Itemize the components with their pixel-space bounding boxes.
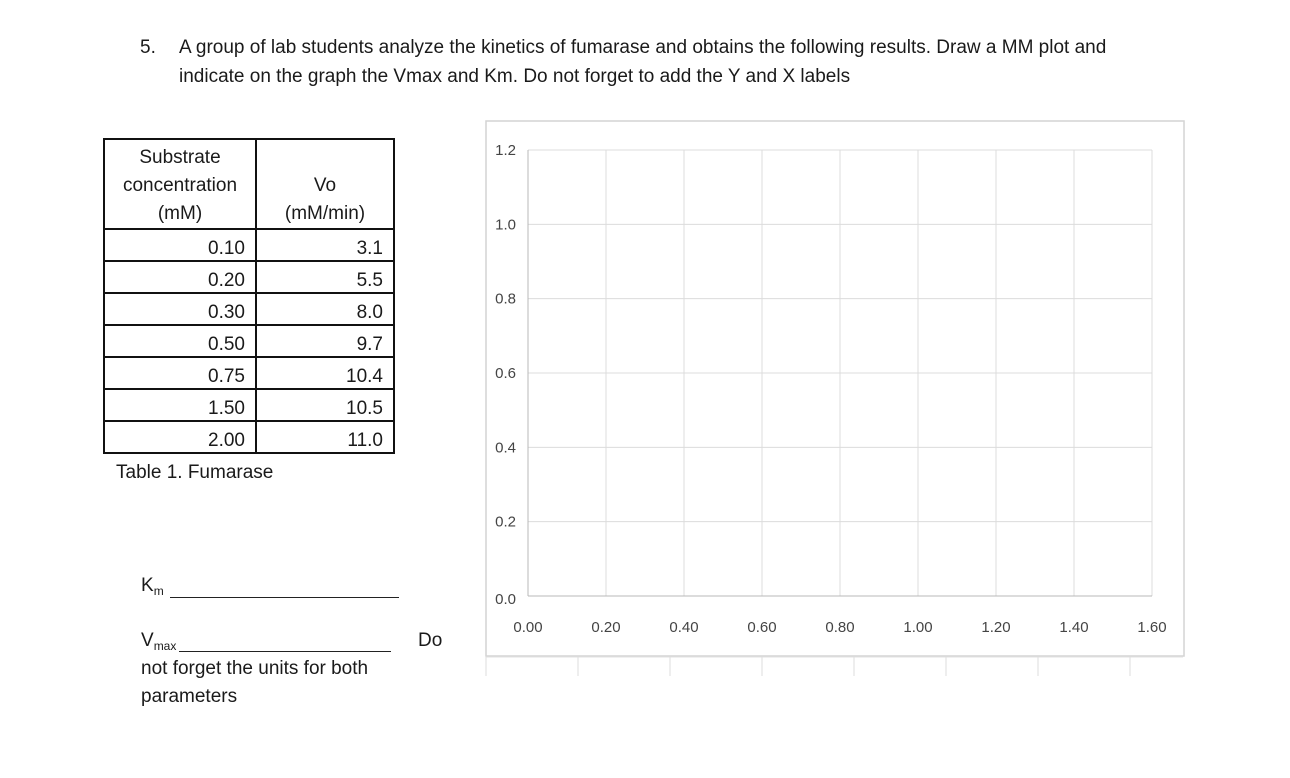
- vmax-letter: V: [141, 630, 154, 651]
- substrate-cell: 0.10: [104, 229, 256, 261]
- x-tick-label: 0.00: [513, 619, 543, 636]
- vmax-answer-blank[interactable]: [179, 651, 391, 652]
- graph-svg: [485, 120, 1185, 680]
- km-subscript: m: [153, 584, 164, 598]
- header-line: (mM): [157, 203, 203, 224]
- fumarase-table: [103, 138, 395, 454]
- km-label: [141, 575, 164, 597]
- header-vo: [256, 139, 394, 229]
- x-tick-label: 1.40: [1059, 619, 1089, 636]
- km-answer-blank[interactable]: [170, 597, 399, 598]
- x-tick-label: 0.40: [669, 619, 699, 636]
- y-tick-label: 0.4: [495, 439, 516, 457]
- header-substrate-concentration: [104, 139, 256, 229]
- y-tick-label: 1.0: [495, 216, 516, 234]
- substrate-cell: 1.50: [104, 389, 256, 421]
- x-tick-label: 0.60: [747, 619, 777, 636]
- y-tick-label: 0.6: [495, 365, 516, 382]
- vo-cell: 5.5: [256, 261, 394, 293]
- question-number: 5.: [140, 37, 156, 58]
- substrate-cell: 0.50: [104, 325, 256, 357]
- table-row: [104, 389, 394, 421]
- table-row: [104, 229, 394, 261]
- y-tick-label: 0.0: [495, 591, 516, 608]
- table-row: [104, 357, 394, 389]
- header-line: Vo: [313, 175, 337, 196]
- x-tick-label: 0.20: [591, 619, 621, 636]
- y-tick-label: 0.8: [495, 290, 516, 308]
- km-letter: K: [141, 575, 154, 596]
- vmax-label: [141, 630, 176, 652]
- do-word: Do: [418, 630, 443, 651]
- vo-cell: 10.5: [256, 389, 394, 421]
- x-tick-label: 0.80: [825, 619, 855, 636]
- units-reminder-line-2: parameters: [141, 686, 238, 707]
- x-tick-label: 1.00: [903, 619, 933, 636]
- vo-cell: 8.0: [256, 293, 394, 325]
- y-tick-label: 0.2: [495, 513, 516, 531]
- substrate-cell: 0.20: [104, 261, 256, 293]
- table-row: [104, 325, 394, 357]
- vo-cell: 3.1: [256, 229, 394, 261]
- y-tick-label: 1.2: [495, 142, 516, 159]
- header-line: Substrate: [139, 147, 221, 168]
- chart-frame: [486, 121, 1184, 656]
- blank-graph: [485, 120, 1185, 680]
- table-row: [104, 421, 394, 453]
- vo-cell: 11.0: [256, 421, 394, 453]
- vo-cell: 10.4: [256, 357, 394, 389]
- substrate-cell: 0.75: [104, 357, 256, 389]
- table-row: [104, 293, 394, 325]
- table-caption: Table 1. Fumarase: [116, 462, 274, 483]
- header-line: concentration: [122, 175, 238, 196]
- vo-cell: 9.7: [256, 325, 394, 357]
- question-text: A group of lab students analyze the kinetics of fumarase and obtains the following results. Draw a MM plot and indicate on the graph the Vmax and Km. Do not forget to add the Y and X labels: [179, 37, 1107, 87]
- units-reminder-line-1: not forget the units for both: [141, 658, 369, 679]
- vmax-subscript: max: [153, 639, 177, 653]
- substrate-cell: 0.30: [104, 293, 256, 325]
- x-tick-label: 1.20: [981, 619, 1011, 636]
- header-line: (mM/min): [284, 203, 366, 224]
- substrate-cell: 2.00: [104, 421, 256, 453]
- x-tick-label: 1.60: [1137, 619, 1167, 636]
- table-row: [104, 261, 394, 293]
